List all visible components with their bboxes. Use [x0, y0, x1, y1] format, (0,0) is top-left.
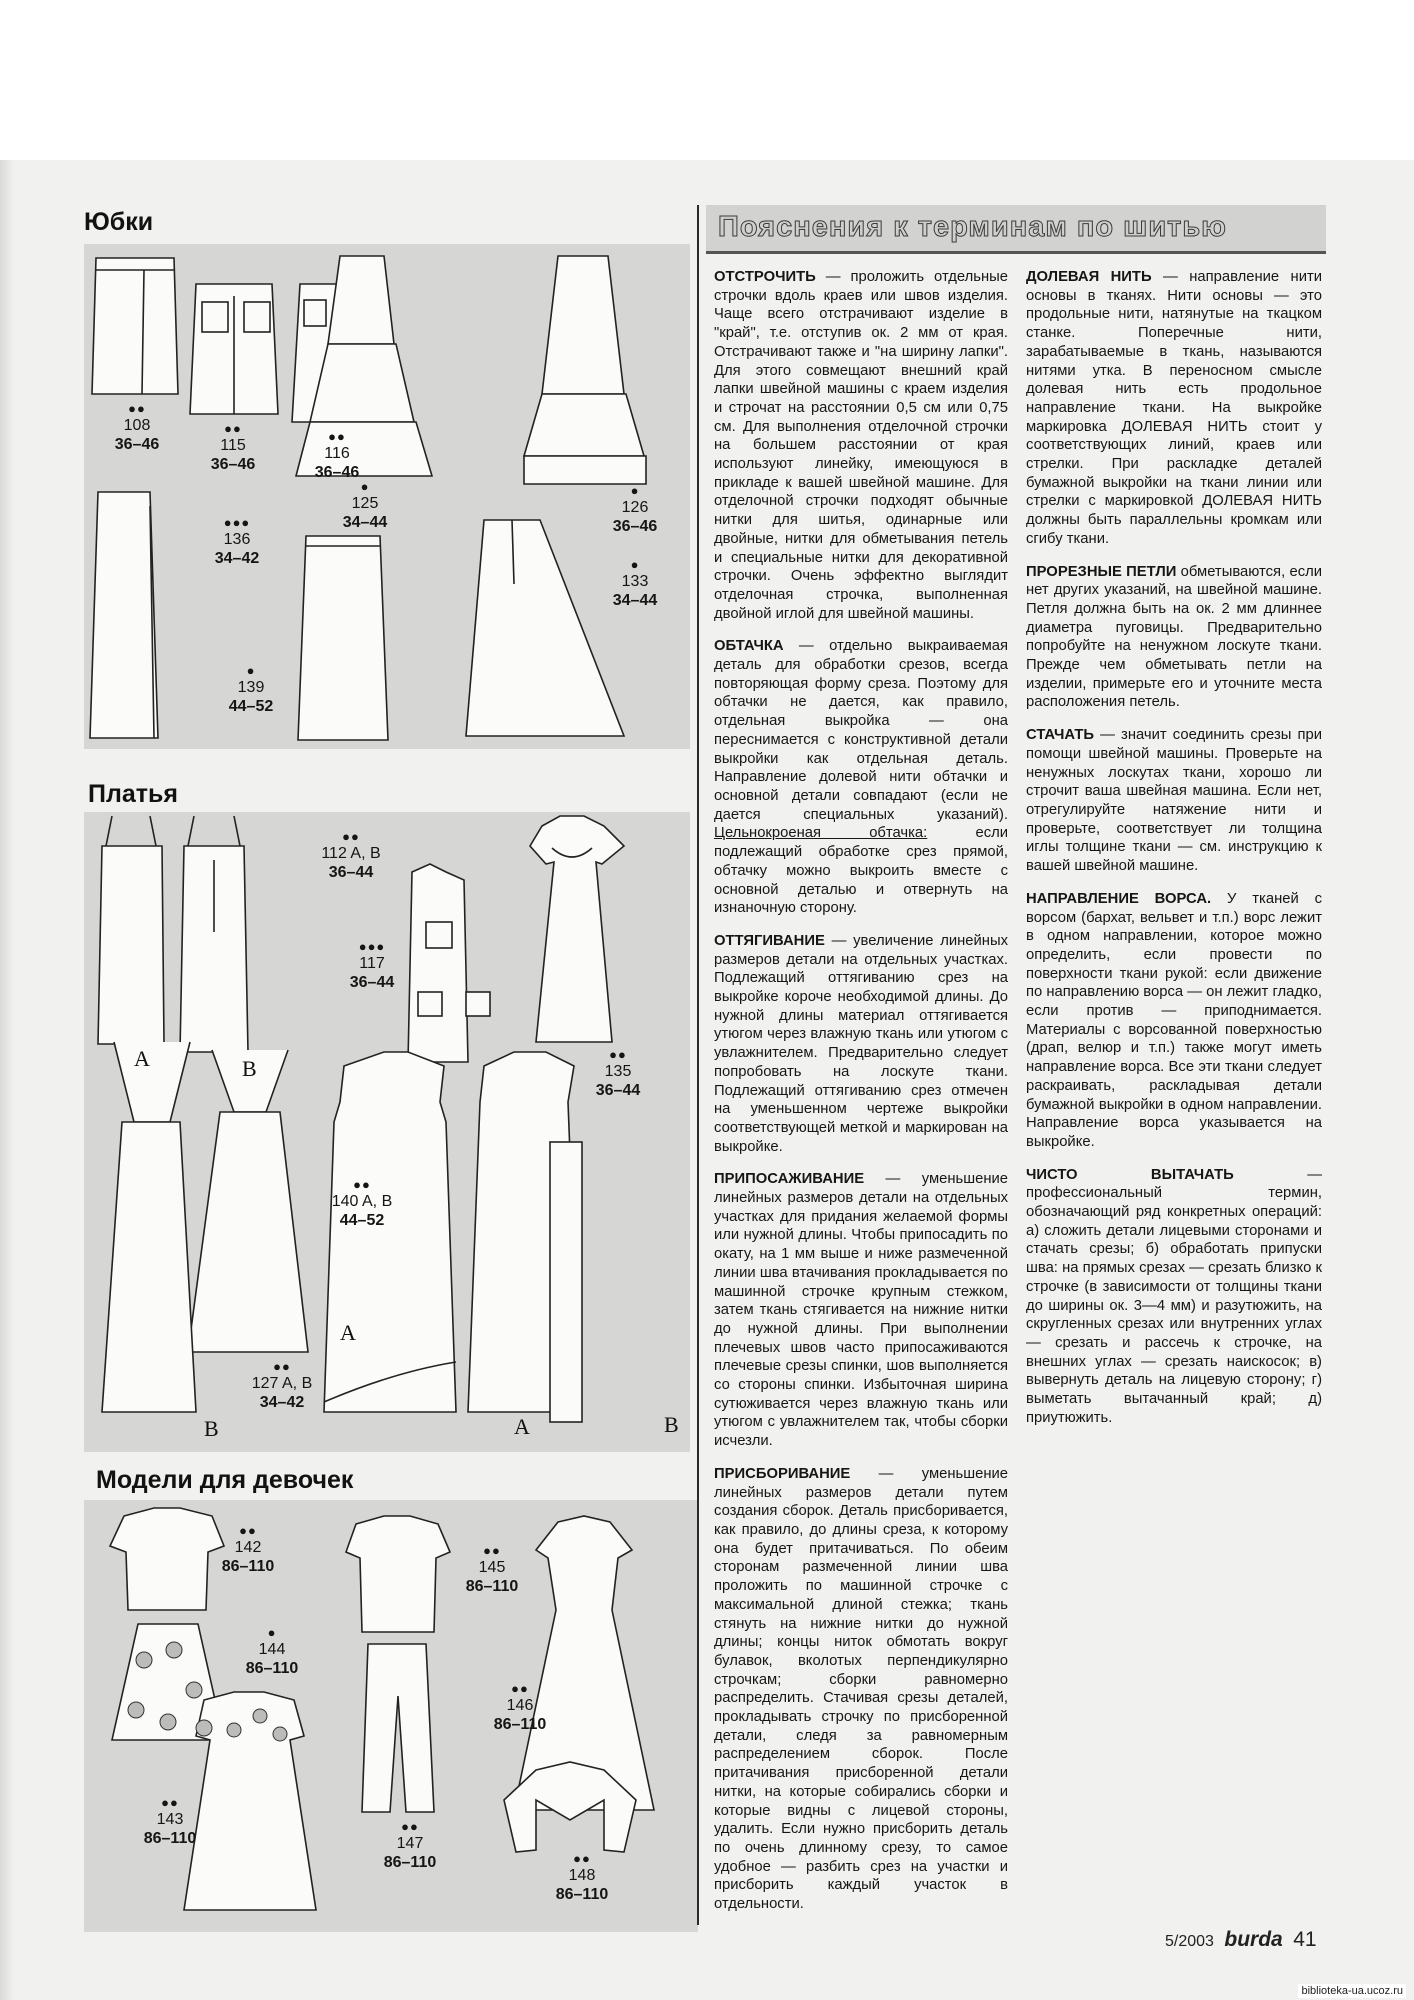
- glossary-title: Пояснения к терминам по шитью: [718, 211, 1227, 243]
- site-watermark: biblioteka-ua.ucoz.ru: [1298, 1984, 1406, 1998]
- column-divider: [697, 205, 699, 1925]
- section-title-dresses: Платья: [88, 780, 178, 808]
- dresses-drawings: [84, 812, 690, 1452]
- skirt-label-126: ● 126 36–46: [612, 483, 658, 535]
- term-priposazhivanie: ПРИПОСАЖИВАНИЕ — уменьшение линейных размеров детали на отдельных участках для придания желаемой формы или нужной длины. Чтобы припосадить по окату, на 1 мм выше и ниже размеченной линии шва втачивания прокладывается по машинной строчке крупным стежком, затем ткань стягивается на нижние нитки до нужной длины. При выполнении плечевых швов часто припосаживаются плечевые срезы спинки, шов выполняется со стороны спинки. Избыточная ширина сутюживается через влажную ткань или утюгом с увлажнителем так, чтобы сборки исчезли.: [714, 1171, 1008, 1450]
- dress-label-117: ●●● 117 36–44: [349, 939, 395, 991]
- glossary-header: [706, 205, 1326, 254]
- term-stachat: СТАЧАТЬ — значит соединить срезы при помощи швейной машины. Проверьте на ненужных лоскутах ткани, хорошо ли строчит ваша швейная машина. Если нет, отрегулируйте натяжение нити и проверьте, соответствует ли толщина иглы толщине ткани — см. инструкцию к вашей швейной машине.: [1026, 727, 1322, 875]
- girls-panel: [84, 1500, 698, 1932]
- girls-label-143: ●● 143 86–110: [143, 1795, 197, 1847]
- variant-label-140a: A: [514, 1414, 530, 1439]
- glossary-column-left: [714, 268, 1008, 1928]
- skirt-label-125: ● 125 34–44: [342, 479, 388, 531]
- variant-label-127b: B: [204, 1416, 219, 1441]
- term-otstrochit: ОТСТРОЧИТЬ — проложить отдельные строчки вдоль краев или швов изделия. Чаще всего отстрачивают изделие в "край", т.е. отступив ок. 2 мм от края. Отстрачивают также и "на ширину лапки". Для этого совмещают внешний край лапки швейной машины с краем изделия и строчат на расстоянии 0,5 см или 0,75 см. Для выполнения отделочной строчки на большем расстоянии от края используют линейку, имеющуюся в прикладе к вашей швейной машине. Для отделочной строчки подходят обычные нитки для шитья, одинарные или двойные, нитки для обметывания петель и специальные нитки для декоративной строчки. Очень эффектно выглядит отделочная строчка, выполненная двойной иглой для швейной машины.: [714, 269, 1008, 622]
- issue-number: 5/2003: [1165, 1933, 1214, 1950]
- dress-label-135: ●● 135 36–44: [595, 1047, 641, 1099]
- term-napravlenie-vorsa: НАПРАВЛЕНИЕ ВОРСА. У тканей с ворсом (бархат, вельвет и т.п.) ворс лежит в одном направлении, которое можно определить, если провести по поверхности ткани рукой: если движение по направлению ворса — он лежит гладко, если против — приподнимается. Материалы с ворсованной поверхностью (драп, велюр и т.п.) также могут иметь направление ворса. Все эти ткани следует раскраивать, раскладывая детали бумажной выкройки в одном направлении. Направление ворса указывается на выкройке.: [1026, 890, 1322, 1150]
- skirt-label-139: ● 139 44–52: [228, 663, 274, 715]
- variant-label-112b: B: [242, 1056, 257, 1081]
- dresses-panel: [84, 812, 690, 1452]
- section-title-skirts: Юбки: [84, 208, 154, 236]
- page-number: 41: [1293, 1928, 1317, 1951]
- term-ottyagivanie: ОТТЯГИВАНИЕ — увеличение линейных размеров детали на отдельных участках. Подлежащий оттягиванию срез на выкройке короче необходимой длины. До нужной длины материал оттягивается утюгом через влажную ткань или утюгом с увлажнителем. Предварительно следует попробовать на лоскуте ткани. Подлежащий оттягиванию срез отмечен на уменьшенном чертеже выкройки соответствующей меткой и маркирован на выкройке.: [714, 932, 1008, 1155]
- variant-label-112a: A: [134, 1046, 150, 1071]
- skirt-label-108: ●● 108 36–46: [114, 401, 160, 453]
- brand-logo: burda: [1224, 1928, 1283, 1951]
- variant-label-140b: B: [664, 1412, 679, 1437]
- term-prorezniye-petli: ПРОРЕЗНЫЕ ПЕТЛИ обметываются, если нет других указаний, на швейной машине. Петля должна быть на ок. 2 мм длиннее диаметра пуговицы. Предварительно попробуйте на ненужном лоскуте ткани. Прежде чем обметывать петли на изделии, примерьте его и уточните места расположения петель.: [1026, 563, 1322, 711]
- girls-label-147: ●● 147 86–110: [383, 1819, 437, 1871]
- term-chisto-vytachat: ЧИСТО ВЫТАЧАТЬ — профессиональный термин, обозначающий ряд конкретных операций: а) сложить детали лицевыми сторонами и стачать срезы; б) обработать припуски шва: на прямых срезах — срезать близко к строчке (в зависимости от толщины ткани до ширины ок. 3—4 мм) и разутюжить, на скругленных срезах или внутренних углах — срезать и рассечь к строчке, на внешних углах — срезать наискосок; в) вывернуть деталь на лицевую сторону; г) выметать вытачанный край; д) приутюжить.: [1026, 1166, 1322, 1426]
- dress-label-140: ●● 140 A, B 44–52: [331, 1177, 393, 1229]
- page-gutter-shadow: [0, 160, 14, 2000]
- scan-margin: [0, 0, 1414, 160]
- variant-label-127a: A: [340, 1320, 356, 1345]
- girls-label-144: ● 144 86–110: [245, 1625, 299, 1677]
- term-dolevaya-nit: ДОЛЕВАЯ НИТЬ — направление нити основы в тканях. Нити основы — это продольные нити, натянутые на ткацком станке. Поперечные нити, зарабатываемые в ткань, называются нитями утка. В переносном смысле долевая нить есть продольное направление ткани. На выкройке маркировка ДОЛЕВАЯ НИТЬ стоит у соответствующих линий, краев или стрелки. При раскладке деталей бумажной выкройки на ткани линии или стрелки с маркировкой ДОЛЕВАЯ НИТЬ должны быть параллельны кромкам или сгибу ткани.: [1026, 269, 1322, 547]
- girls-label-146: ●● 146 86–110: [493, 1681, 547, 1733]
- section-title-girls: Модели для девочек: [96, 1466, 354, 1494]
- page-footer: [1165, 1928, 1317, 1952]
- dress-label-127: ●● 127 A, B 34–42: [251, 1359, 313, 1411]
- skirt-label-136: ●●● 136 34–42: [214, 515, 260, 567]
- girls-label-145: ●● 145 86–110: [465, 1543, 519, 1595]
- skirt-label-133: ● 133 34–44: [612, 557, 658, 609]
- girls-label-148: ●● 148 86–110: [555, 1851, 609, 1903]
- glossary-column-right: [1026, 268, 1322, 1908]
- skirt-label-115: ●● 115 36–46: [210, 421, 256, 473]
- term-prisborivanie-start: ПРИСБОРИВАНИЕ — уменьшение линейных размеров детали путем создания сборок. Деталь присборивается, как правило, до длины среза, к которому она будет притачиваться. По обеим сторонам размеченной линии шва проложить по машинной строчке с максимальной длиной стежка; ткань стянуть на нижние нитки до нужной длины; концы ниток обмотать вокруг булавок, вколотых перпендикулярно строчкам; сборки равномерно распределить. Стачивая срезы деталей, прокладывать строчку по присборенной детали, следя за равномерным распределением сборок. После притачивания присборенной детали нитки, на которые собирались сборки и которые видны с лицевой стороны, удалить. Если нужно присборить деталь по очень длинному срезу, то самое удобное — разбить срез на участки и присборить каждый участок в отдельности.: [714, 1465, 1008, 1913]
- skirt-label-116: ●● 116 36–46: [314, 429, 360, 481]
- girls-label-142: ●● 142 86–110: [221, 1523, 275, 1575]
- dress-label-112: ●● 112 A, B 36–44: [321, 829, 381, 881]
- term-obtachka: ОБТАЧКА — отдельно выкраиваемая деталь для обработки срезов, всегда повторяющая форму среза. Поэтому для обтачки не дается, как правило, отдельная выкройка — она переснимается с конструктивной детали выкройки как отдельная деталь. Направление долевой нити обтачки и основной детали совпадают (если не дается специальных указаний). Цельнокроеная обтачка: если подлежащий обработке срез прямой, обтачку можно выкроить вместе с основной деталью и отвернуть на изнаночную сторону.: [714, 638, 1009, 917]
- skirts-panel: [84, 244, 690, 749]
